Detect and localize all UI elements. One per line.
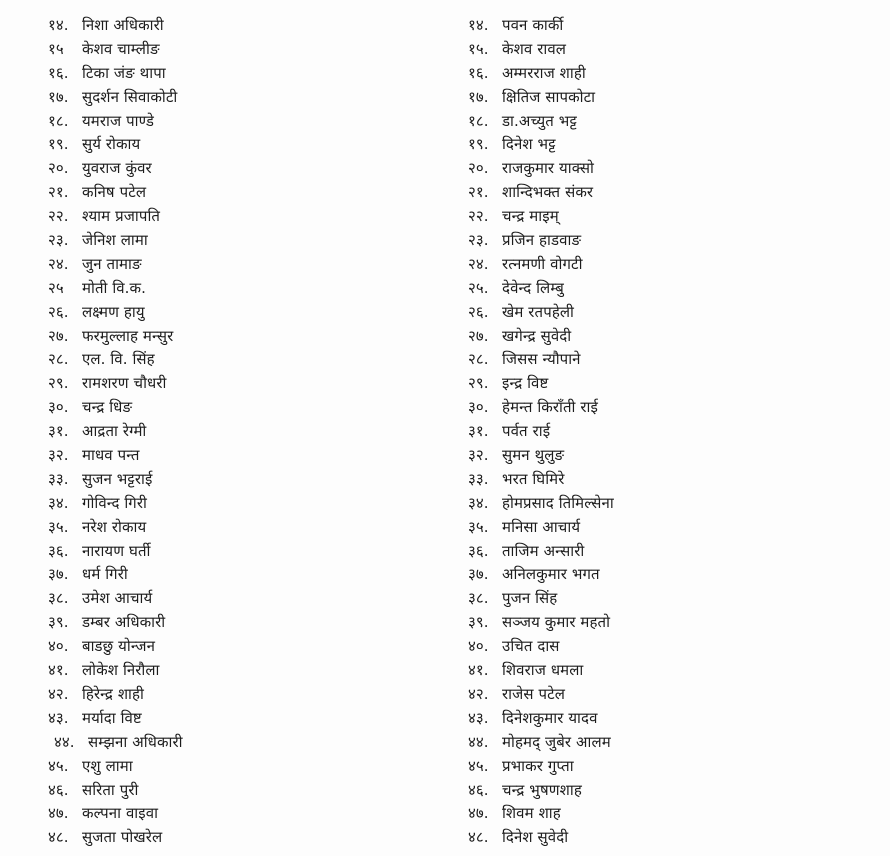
- person-name: शान्दिभक्त संकर: [502, 183, 594, 202]
- person-name: दिनेश भट्ट: [502, 135, 556, 154]
- person-name: चन्द्र माइम्: [502, 207, 559, 226]
- serial-number: २२.: [468, 207, 489, 226]
- serial-number: ४५.: [468, 756, 489, 775]
- serial-number: ३४.: [48, 493, 69, 512]
- serial-number: २४.: [468, 254, 489, 273]
- list-item: [48, 707, 448, 731]
- right-name-list: [468, 14, 878, 850]
- serial-number: १४.: [468, 16, 489, 34]
- person-name: खगेन्द्र सुवेदी: [502, 326, 572, 345]
- list-item: [468, 157, 878, 181]
- person-name: सम्झना अधिकारी: [88, 732, 183, 751]
- serial-number: २७.: [468, 326, 489, 345]
- list-item: [468, 779, 878, 803]
- person-name: जिसस न्यौपाने: [502, 350, 581, 369]
- list-item: [48, 181, 448, 205]
- person-name: निशा अधिकारी: [82, 16, 164, 34]
- serial-number: ३३.: [48, 469, 69, 488]
- person-name: एल. वि. सिंह: [82, 350, 155, 369]
- serial-number: २५.: [468, 278, 489, 297]
- list-item: [468, 444, 878, 468]
- person-name: रत्नमणी वोगटी: [502, 254, 583, 273]
- serial-number: ३१.: [468, 422, 489, 441]
- list-item: [48, 587, 448, 611]
- list-item: [48, 325, 448, 349]
- person-name: युवराज कुंवर: [82, 159, 152, 178]
- serial-number: ३७.: [468, 565, 489, 584]
- list-item: [48, 516, 448, 540]
- list-item: [48, 14, 448, 38]
- left-name-list: [48, 14, 448, 850]
- list-item: [48, 731, 448, 755]
- list-item: [48, 348, 448, 372]
- list-item: [468, 205, 878, 229]
- list-item: [48, 492, 448, 516]
- serial-number: २२.: [48, 207, 69, 226]
- person-name: हिरेन्द्र शाही: [82, 684, 144, 703]
- person-name: अनिलकुमार भगत: [502, 565, 600, 584]
- serial-number: १८.: [468, 111, 489, 130]
- list-item: [468, 707, 878, 731]
- person-name: कनिष पटेल: [82, 183, 147, 202]
- person-name: पर्वत राई: [502, 422, 551, 441]
- list-item: [468, 492, 878, 516]
- person-name: चन्द्र भुषणशाह: [502, 780, 582, 799]
- serial-number: ३२.: [48, 446, 69, 465]
- person-name: राजेस पटेल: [502, 684, 566, 703]
- list-item: [468, 635, 878, 659]
- person-name: सुजन भट्टराई: [82, 469, 153, 488]
- serial-number: ४६.: [48, 780, 69, 799]
- list-item: [48, 468, 448, 492]
- serial-number: ४७.: [48, 804, 69, 823]
- list-item: [48, 38, 448, 62]
- serial-number: २६.: [48, 302, 69, 321]
- person-name: गोविन्द गिरी: [82, 493, 147, 512]
- person-name: राजकुमार याक्सो: [502, 159, 595, 178]
- serial-number: १६.: [48, 63, 69, 82]
- person-name: उमेश आचार्य: [82, 589, 153, 608]
- list-item: [468, 181, 878, 205]
- list-item: [468, 659, 878, 683]
- person-name: लक्ष्मण हायु: [82, 302, 145, 321]
- list-item: [48, 683, 448, 707]
- person-name: पुजन सिंह: [502, 589, 558, 608]
- serial-number: ३४.: [468, 493, 489, 512]
- serial-number: २९.: [468, 374, 489, 393]
- serial-number: २८.: [468, 350, 489, 369]
- list-item: [48, 133, 448, 157]
- serial-number: २७.: [48, 326, 69, 345]
- list-item: [48, 86, 448, 110]
- list-item: [468, 683, 878, 707]
- list-item: [468, 277, 878, 301]
- list-item: [468, 253, 878, 277]
- person-name: अम्मरराज शाही: [502, 63, 586, 82]
- person-name: सुजता पोखरेल: [82, 828, 163, 847]
- list-item: [48, 826, 448, 850]
- person-name: यमराज पाण्डे: [82, 111, 154, 130]
- serial-number: १७.: [468, 87, 489, 106]
- list-item: [468, 516, 878, 540]
- serial-number: ३५.: [468, 517, 489, 536]
- serial-number: ४८.: [48, 828, 69, 847]
- serial-number: ३६.: [48, 541, 69, 560]
- serial-number: ४४.: [54, 732, 75, 751]
- list-item: [468, 755, 878, 779]
- serial-number: ४५.: [48, 756, 69, 775]
- serial-number: ४२.: [48, 684, 69, 703]
- person-name: रामशरण चौधरी: [82, 374, 167, 393]
- list-item: [468, 468, 878, 492]
- person-name: जेनिश लामा: [82, 231, 148, 250]
- person-name: बाडछु योन्जन: [82, 637, 156, 656]
- list-item: [48, 659, 448, 683]
- person-name: मर्यादा विष्ट: [82, 708, 142, 727]
- serial-number: ३२.: [468, 446, 489, 465]
- person-name: डा.अच्युत भट्ट: [502, 111, 577, 130]
- list-item: [468, 325, 878, 349]
- person-name: दिनेशकुमार यादव: [502, 708, 598, 727]
- list-item: [468, 396, 878, 420]
- person-name: केशव चाम्लीङ: [82, 39, 160, 58]
- list-item: [468, 110, 878, 134]
- serial-number: ३८.: [48, 589, 69, 608]
- person-name: एशु लामा: [82, 756, 133, 775]
- serial-number: ३८.: [468, 589, 489, 608]
- person-name: टिका जंङ थापा: [82, 63, 166, 82]
- person-name: खेम रतपहेली: [502, 302, 575, 321]
- list-item: [468, 802, 878, 826]
- list-item: [48, 157, 448, 181]
- serial-number: ४६.: [468, 780, 489, 799]
- list-item: [468, 540, 878, 564]
- person-name: उचित दास: [502, 637, 560, 656]
- list-item: [468, 62, 878, 86]
- serial-number: २९.: [48, 374, 69, 393]
- list-item: [48, 611, 448, 635]
- person-name: मोती वि.क.: [82, 278, 147, 297]
- person-name: क्षितिज सापकोटा: [502, 87, 596, 106]
- serial-number: ३०.: [48, 398, 69, 417]
- serial-number: ३९.: [468, 613, 489, 632]
- list-item: [48, 372, 448, 396]
- person-name: इन्द्र विष्ट: [502, 374, 549, 393]
- person-name: नरेश रोकाय: [82, 517, 147, 536]
- person-name: हेमन्त किराँती राई: [502, 398, 598, 417]
- person-name: शिवराज धमला: [502, 661, 584, 680]
- serial-number: १५.: [468, 39, 489, 58]
- person-name: सुदर्शन सिवाकोटी: [82, 87, 178, 106]
- serial-number: २४.: [48, 254, 69, 273]
- person-name: कल्पना वाइवा: [82, 804, 159, 823]
- serial-number: १५: [48, 39, 64, 58]
- serial-number: १६.: [468, 63, 489, 82]
- person-name: प्रजिन हाडवाङ: [502, 231, 582, 250]
- person-name: धर्म गिरी: [82, 565, 128, 584]
- serial-number: १४.: [48, 16, 69, 34]
- serial-number: ४१.: [468, 661, 489, 680]
- serial-number: २०.: [468, 159, 489, 178]
- list-item: [48, 301, 448, 325]
- list-item: [468, 229, 878, 253]
- list-item: [48, 444, 448, 468]
- serial-number: ४२.: [468, 684, 489, 703]
- serial-number: २१.: [48, 183, 69, 202]
- person-name: पवन कार्की: [502, 16, 564, 34]
- list-item: [48, 396, 448, 420]
- list-item: [468, 420, 878, 444]
- serial-number: २३.: [48, 231, 69, 250]
- serial-number: ४३.: [468, 708, 489, 727]
- person-name: श्याम प्रजापति: [82, 207, 161, 226]
- person-name: सुर्य रोकाय: [82, 135, 141, 154]
- person-name: जुन तामाङ: [82, 254, 142, 273]
- list-item: [468, 38, 878, 62]
- list-item: [48, 205, 448, 229]
- person-name: नारायण घर्ती: [82, 541, 151, 560]
- list-item: [48, 540, 448, 564]
- serial-number: ३९.: [48, 613, 69, 632]
- list-item: [468, 301, 878, 325]
- serial-number: २३.: [468, 231, 489, 250]
- list-item: [468, 86, 878, 110]
- person-name: सुमन थुलुङ: [502, 446, 565, 465]
- serial-number: ४७.: [468, 804, 489, 823]
- serial-number: ३१.: [48, 422, 69, 441]
- serial-number: १९.: [468, 135, 489, 154]
- list-item: [48, 420, 448, 444]
- list-item: [48, 755, 448, 779]
- person-name: मनिसा आचार्य: [502, 517, 581, 536]
- list-item: [468, 133, 878, 157]
- person-name: होमप्रसाद तिमिल्सेना: [502, 493, 614, 512]
- list-item: [468, 372, 878, 396]
- serial-number: ३०.: [468, 398, 489, 417]
- serial-number: ३३.: [468, 469, 489, 488]
- list-item: [48, 253, 448, 277]
- list-item: [48, 277, 448, 301]
- list-item: [48, 563, 448, 587]
- list-item: [468, 563, 878, 587]
- person-name: शिवम शाह: [502, 804, 561, 823]
- serial-number: १८.: [48, 111, 69, 130]
- person-name: ताजिम अन्सारी: [502, 541, 585, 560]
- serial-number: ४३.: [48, 708, 69, 727]
- person-name: केशव रावल: [502, 39, 567, 58]
- person-name: भरत घिमिरे: [502, 469, 565, 488]
- list-item: [468, 731, 878, 755]
- person-name: देवेन्द लिम्बु: [502, 278, 564, 297]
- person-name: सरिता पुरी: [82, 780, 139, 799]
- list-item: [468, 587, 878, 611]
- serial-number: १७.: [48, 87, 69, 106]
- list-item: [468, 14, 878, 38]
- person-name: आद्रता रेग्मी: [82, 422, 147, 441]
- list-item: [48, 110, 448, 134]
- serial-number: २८.: [48, 350, 69, 369]
- person-name: दिनेश सुवेदी: [502, 828, 569, 847]
- list-item: [468, 611, 878, 635]
- serial-number: ३६.: [468, 541, 489, 560]
- serial-number: ४०.: [48, 637, 69, 656]
- serial-number: २५: [48, 278, 64, 297]
- person-name: सञ्जय कुमार महतो: [502, 613, 611, 632]
- list-item: [468, 826, 878, 850]
- list-item: [48, 779, 448, 803]
- list-item: [48, 635, 448, 659]
- serial-number: २१.: [468, 183, 489, 202]
- person-name: चन्द्र धिङ: [82, 398, 133, 417]
- serial-number: ३७.: [48, 565, 69, 584]
- serial-number: २६.: [468, 302, 489, 321]
- person-name: प्रभाकर गुप्ता: [502, 756, 574, 775]
- serial-number: ४८.: [468, 828, 489, 847]
- list-item: [48, 229, 448, 253]
- person-name: डम्बर अधिकारी: [82, 613, 166, 632]
- list-item: [48, 802, 448, 826]
- person-name: फरमुल्लाह मन्सुर: [82, 326, 174, 345]
- serial-number: २०.: [48, 159, 69, 178]
- serial-number: ४०.: [468, 637, 489, 656]
- person-name: माधव पन्त: [82, 446, 140, 465]
- person-name: मोहमद् जुबेर आलम: [502, 732, 611, 751]
- person-name: लोकेश निरौला: [82, 661, 160, 680]
- list-item: [48, 62, 448, 86]
- serial-number: ४४.: [468, 732, 489, 751]
- list-item: [468, 348, 878, 372]
- serial-number: १९.: [48, 135, 69, 154]
- serial-number: ४१.: [48, 661, 69, 680]
- serial-number: ३५.: [48, 517, 69, 536]
